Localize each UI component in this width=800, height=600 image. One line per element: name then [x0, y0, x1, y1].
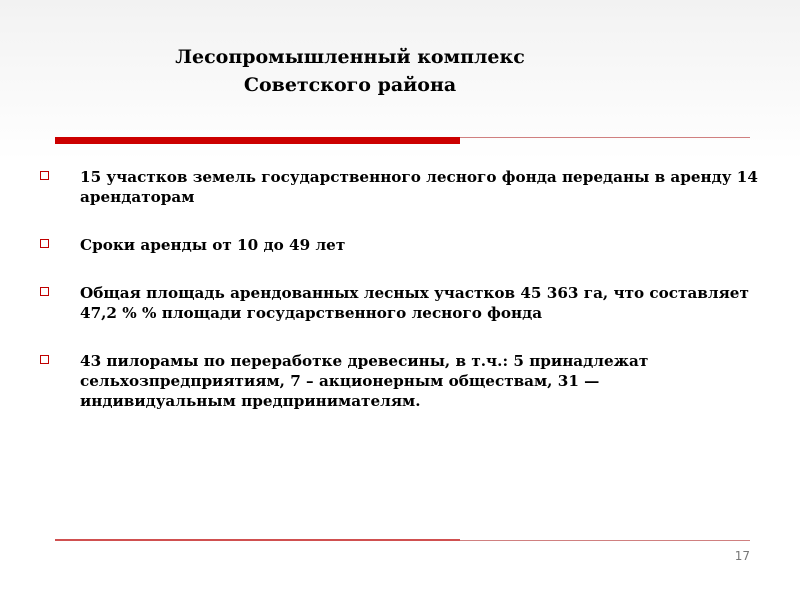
slide-title [100, 43, 600, 99]
bullet-item-1 [40, 167, 760, 207]
bottom-divider-accent [55, 539, 460, 541]
hollow-square-icon [40, 171, 49, 180]
hollow-square-icon [40, 355, 49, 364]
top-divider-accent [55, 137, 460, 144]
bullet-item-2-text: Сроки аренды от 10 до 49 лет [80, 236, 346, 254]
bullet-item-2 [40, 235, 760, 255]
bullet-list [40, 167, 760, 411]
bullet-item-4 [40, 351, 760, 411]
hollow-square-icon [40, 239, 49, 248]
hollow-square-icon [40, 287, 49, 296]
bullet-item-1-text: 15 участков земель государственного лесного фонда переданы в аренду 14 арендаторам [80, 168, 758, 206]
slide-title-line-1: Лесопромышленный комплекс [175, 46, 525, 68]
page-number: 17 [734, 549, 750, 563]
bullet-item-3-text: Общая площадь арендованных лесных участков 45 363 га, что составляет 47,2 % % площади государственного лесного фонда [80, 284, 749, 322]
bullet-item-4-text: 43 пилорамы по переработке древесины, в т.ч.: 5 принадлежат сельхозпредприятиям, 7 – акционерным обществам, 31 — индивидуальным предпринимателям. [80, 352, 649, 410]
bullet-item-3 [40, 283, 760, 323]
slide-title-line-2: Советского района [243, 74, 457, 96]
